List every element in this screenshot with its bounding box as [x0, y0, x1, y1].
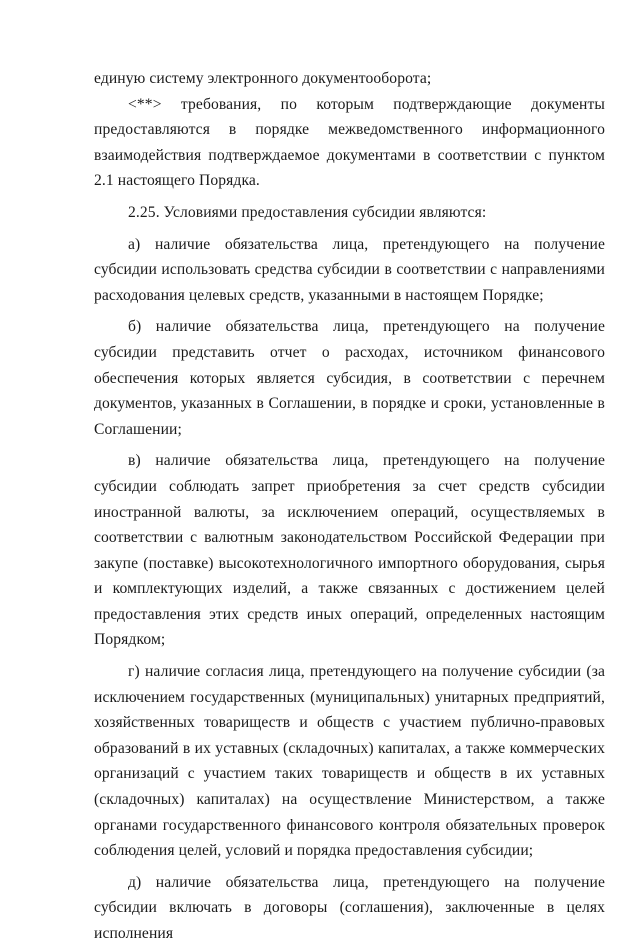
- paragraph-footnote-requirements: <**> требования, по которым подтверждающие документы предоставляются в порядке межведомственного информационного взаимодействия подтверждаемое документами в соответствии с пунктом 2.1 настоящего Порядка.: [94, 95, 605, 190]
- paragraph-condition-a: а) наличие обязательства лица, претендующего на получение субсидии использовать средства субсидии в соответствии с направлениями расходования целевых средств, указанными в настоящем Порядке;: [94, 235, 605, 304]
- paragraph-continuation: единую систему электронного документооборота;: [94, 70, 432, 87]
- document-page: [94, 66, 605, 947]
- paragraph-condition-d: д) наличие обязательства лица, претендующего на получение субсидии включать в договоры (соглашения), заключенные в целях исполнения: [94, 873, 605, 942]
- paragraph-condition-v: в) наличие обязательства лица, претендующего на получение субсидии соблюдать запрет приобретения за счет средств субсидии иностранной валюты, за исключением операций, осуществляемых в соответствии с валютным законодательством Российской Федерации при закупе (поставке) высокотехнологичного импортного оборудования, сырья и комплектующих изделий, а также связанных с достижением целей предоставления этих средств иных операций, определенных настоящим Порядком;: [94, 452, 605, 649]
- paragraph-section-2-25: 2.25. Условиями предоставления субсидии являются:: [128, 203, 487, 221]
- paragraph-condition-g: г) наличие согласия лица, претендующего на получение субсидии (за исключением государственных (муниципальных) унитарных предприятий, хозяйственных товариществ и обществ с участием публично-правовых образований в их уставных (складочных) капиталах, а также коммерческих организаций с участием таких товариществ и обществ в их уставных (складочных) капиталах) на осуществление Министерством, а также органами государственного финансового контроля обязательных проверок соблюдения целей, условий и порядка предоставления субсидии;: [94, 663, 605, 860]
- paragraph-condition-b: б) наличие обязательства лица, претендующего на получение субсидии представить отчет о расходах, источником финансового обеспечения которых является субсидия, в соответствии с перечнем документов, указанных в Соглашении, в порядке и сроки, установленные в Соглашении;: [94, 318, 605, 438]
